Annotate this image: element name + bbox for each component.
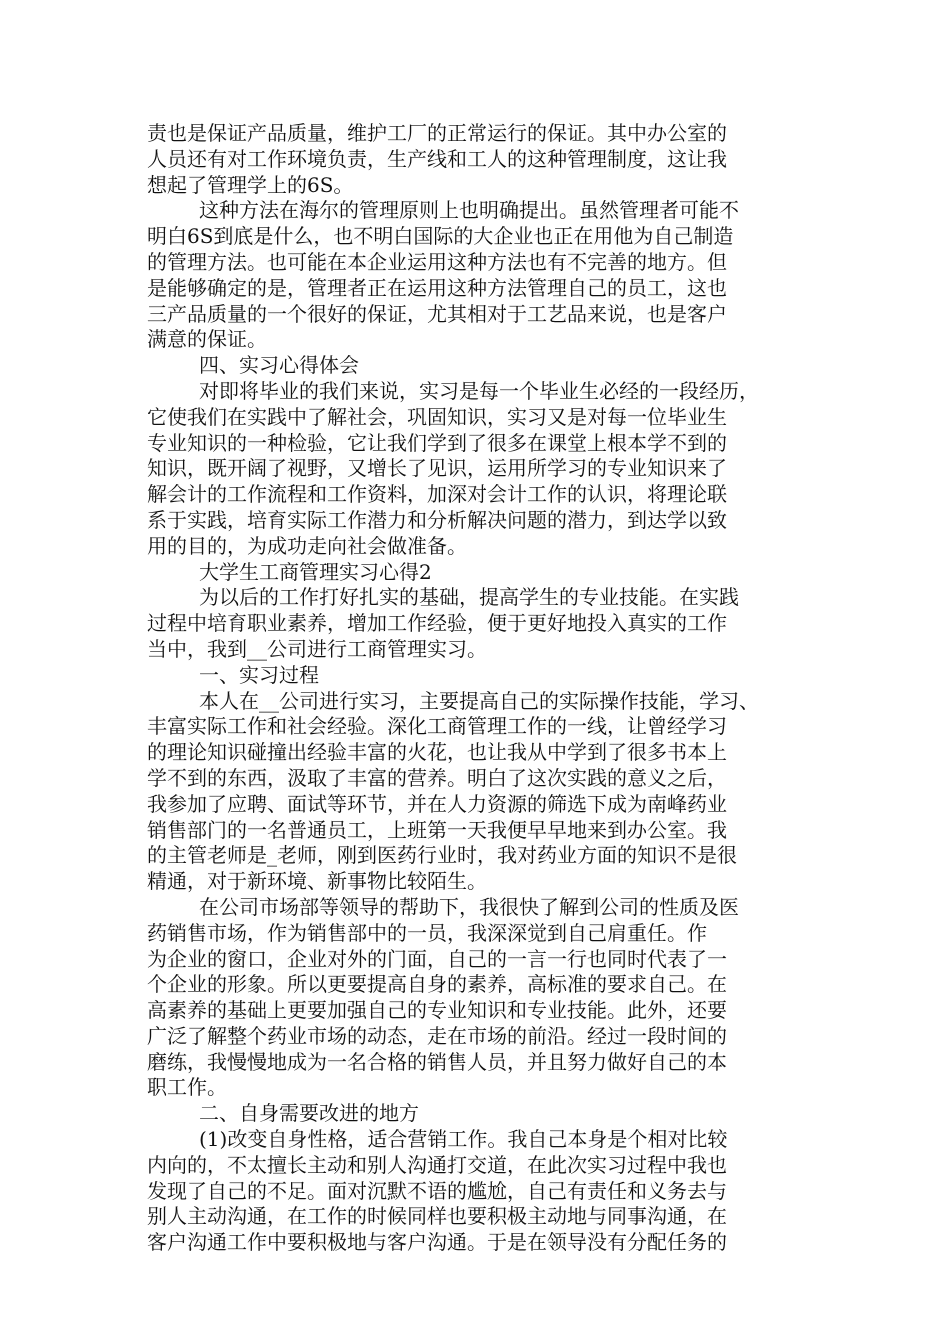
text-line: 为以后的工作打好扎实的基础，提高学生的专业技能。在实践 <box>199 585 739 610</box>
text-line: 个企业的形象。所以更要提高自身的素养，高标准的要求自己。在 <box>147 972 727 997</box>
text-line: 别人主动沟通，在工作的时候同样也要积极主动地与同事沟通，在 <box>147 1204 727 1229</box>
text-line: 为企业的窗口，企业对外的门面，自己的一言一行也同时代表了一 <box>147 946 727 971</box>
text-line: 二、自身需要改进的地方 <box>199 1101 419 1126</box>
text-line: 是能够确定的是，管理者正在运用这种方法管理自己的员工，这也 <box>147 275 727 300</box>
text-line: 人员还有对工作环境负责，生产线和工人的这种管理制度，这让我 <box>147 146 727 171</box>
text-line: 明白6S到底是什么，也不明白国际的大企业也正在用他为自己制造 <box>147 224 734 249</box>
document-page <box>147 121 807 1256</box>
text-line: 的主管老师是_老师，刚到医药行业时，我对药业方面的知识不是很 <box>147 843 737 868</box>
text-line: 本人在__公司进行实习，主要提高自己的实际操作技能，学习、 <box>199 688 759 713</box>
text-line: 想起了管理学上的6S。 <box>147 172 354 197</box>
text-line: 的理论知识碰撞出经验丰富的火花，也让我从中学到了很多书本上 <box>147 740 727 765</box>
text-line: 解会计的工作流程和工作资料，加深对会计工作的认识，将理论联 <box>147 482 727 507</box>
text-line: 大学生工商管理实习心得2 <box>199 559 432 584</box>
text-line: 学不到的东西，汲取了丰富的营养。明白了这次实践的意义之后， <box>147 765 727 790</box>
text-line: 知识，既开阔了视野，又增长了见识，运用所学习的专业知识来了 <box>147 456 727 481</box>
text-line: 当中，我到__公司进行工商管理实习。 <box>147 636 487 661</box>
text-line: 销售部门的一名普通员工，上班第一天我便早早地来到办公室。我 <box>147 817 727 842</box>
text-line: 过程中培育职业素养，增加工作经验，便于更好地投入真实的工作 <box>147 611 727 636</box>
text-line: 在公司市场部等领导的帮助下，我很快了解到公司的性质及医 <box>199 894 739 919</box>
text-line: 它使我们在实践中了解社会，巩固知识，实习又是对每一位毕业生 <box>147 404 727 429</box>
text-line: 一、实习过程 <box>199 662 319 687</box>
text-line: 高素养的基础上更要加强自己的专业知识和专业技能。此外，还要 <box>147 998 727 1023</box>
text-line: 磨练，我慢慢地成为一名合格的销售人员，并且努力做好自己的本 <box>147 1049 727 1074</box>
text-line: (1)改变自身性格，适合营销工作。我自己本身是个相对比较 <box>199 1127 728 1152</box>
text-line: 内向的，不太擅长主动和别人沟通打交道，在此次实习过程中我也 <box>147 1152 727 1177</box>
text-line: 客户沟通工作中要积极地与客户沟通。于是在领导没有分配任务的 <box>147 1230 727 1255</box>
text-line: 广泛了解整个药业市场的动态，走在市场的前沿。经过一段时间的 <box>147 1023 727 1048</box>
text-line: 的管理方法。也可能在本企业运用这种方法也有不完善的地方。但 <box>147 249 727 274</box>
text-line: 三产品质量的一个很好的保证，尤其相对于工艺品来说，也是客户 <box>147 301 727 326</box>
text-line: 专业知识的一种检验，它让我们学到了很多在课堂上根本学不到的 <box>147 430 727 455</box>
text-line: 我参加了应聘、面试等环节，并在人力资源的筛选下成为南峰药业 <box>147 791 727 816</box>
text-line: 系于实践，培育实际工作潜力和分析解决问题的潜力，到达学以致 <box>147 507 727 532</box>
text-line: 对即将毕业的我们来说，实习是每一个毕业生必经的一段经历， <box>199 378 759 403</box>
text-line: 药销售市场，作为销售部中的一员，我深深觉到自己肩重任。作 <box>147 920 707 945</box>
text-line: 四、实习心得体会 <box>199 353 359 378</box>
text-line: 精通，对于新环境、新事物比较陌生。 <box>147 869 487 894</box>
text-line: 用的目的，为成功走向社会做准备。 <box>147 533 467 558</box>
text-line: 这种方法在海尔的管理原则上也明确提出。虽然管理者可能不 <box>199 198 739 223</box>
text-line: 职工作。 <box>147 1075 227 1100</box>
text-line: 满意的保证。 <box>147 327 267 352</box>
text-line: 丰富实际工作和社会经验。深化工商管理工作的一线，让曾经学习 <box>147 714 727 739</box>
text-line: 发现了自己的不足。面对沉默不语的尴尬，自己有责任和义务去与 <box>147 1178 727 1203</box>
text-line: 责也是保证产品质量，维护工厂的正常运行的保证。其中办公室的 <box>147 121 727 145</box>
